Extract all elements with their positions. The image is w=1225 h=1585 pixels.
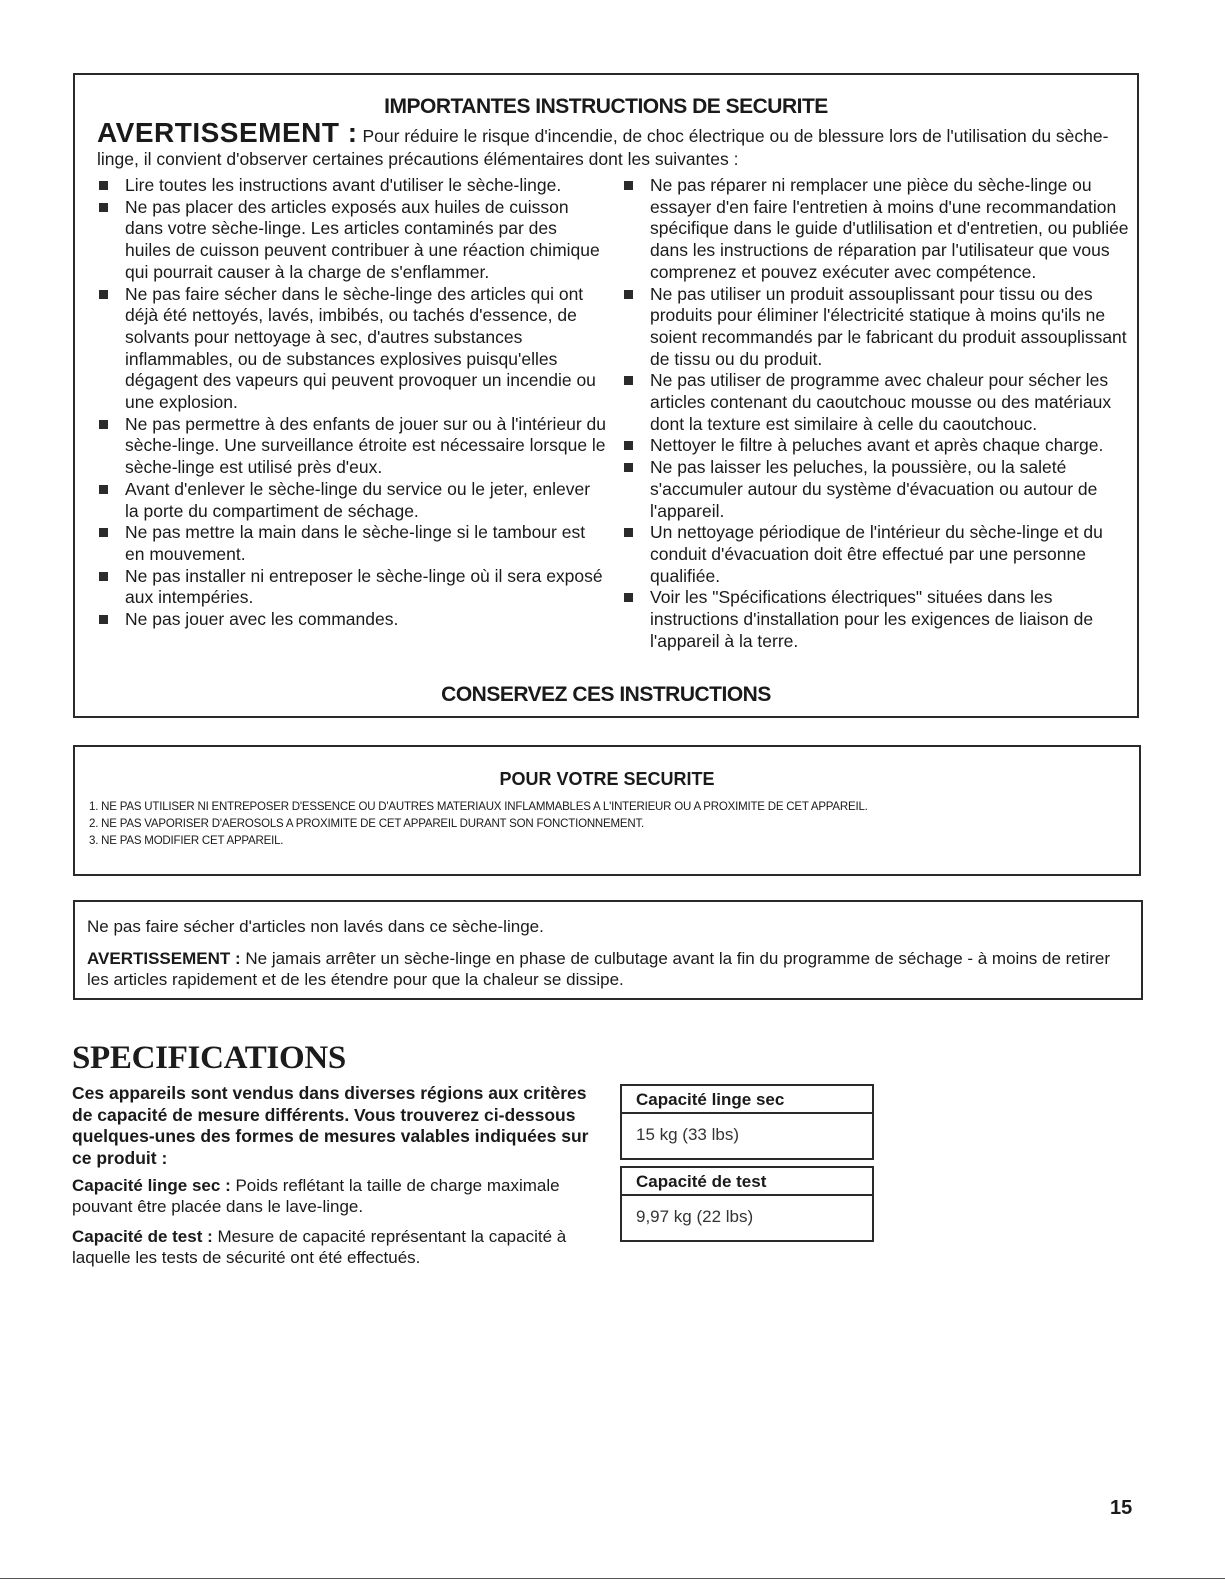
safety-warning-paragraph: [97, 117, 1121, 171]
pvs-heading: POUR VOTRE SECURITE: [499, 769, 715, 789]
dry-capacity-text: Poids reflétant la taille de charge maximale pouvant être placée dans le lave-linge.: [72, 1176, 560, 1216]
safety-footer: CONSERVEZ CES INSTRUCTIONS: [441, 683, 771, 706]
safety-list-left: [95, 175, 607, 631]
safety-bullet-item: [620, 175, 1132, 284]
bullet-text: Ne pas jouer avec les commandes.: [125, 609, 399, 630]
bullet-square-icon: [99, 290, 108, 299]
bullet-text: Ne pas utiliser de programme avec chaleur pour sécher les articles contenant du caoutchouc mousse ou des matériaux dont la texture est similaire à celle du caoutchouc.: [650, 370, 1112, 434]
bullet-text: Ne pas utiliser un produit assouplissant pour tissu ou des produits pour éliminer l'électricité statique à moins qu'ils ne soient recommandés par le fabricant du produit assouplissant de tissu ou du produit.: [650, 283, 1127, 369]
bullet-text: Nettoyer le filtre à peluches avant et après chaque charge.: [650, 435, 1104, 456]
bullet-square-icon: [624, 441, 633, 450]
pour-votre-securite-box: [73, 745, 1141, 876]
safety-bullet-item: [95, 197, 607, 284]
drying-note-box: [73, 900, 1143, 1000]
safety-bullet-item: [95, 175, 607, 197]
bullet-text: Ne pas mettre la main dans le sèche-linge si le tambour est en mouvement.: [125, 522, 586, 564]
dry-capacity-definition: [72, 1175, 602, 1217]
bullet-text: Voir les "Spécifications électriques" situées dans les instructions d'installation pour les exigences de liaison de l'appareil à la terre.: [650, 587, 1094, 651]
pvs-item: 2. NE PAS VAPORISER D'AEROSOLS A PROXIMITE DE CET APPAREIL DURANT SON FONCTIONNEMENT.: [89, 818, 644, 830]
bullet-text: Ne pas laisser les peluches, la poussière, ou la saleté s'accumuler autour du système d'évacuation ou autour de l'appareil.: [650, 457, 1098, 521]
bullet-text: Ne pas faire sécher dans le sèche-linge des articles qui ont déjà été nettoyés, lavés, imbibés, ou tachés d'essence, de solvants pour nettoyage à sec, d'autres substances inflammables, ou de substances explosives puisqu'elles dégagent des vapeurs qui peuvent provoquer un incendie ou une explosion.: [125, 283, 596, 413]
pvs-list: [89, 799, 868, 850]
safety-bullet-item: [620, 522, 1132, 587]
test-capacity-text: Mesure de capacité représentant la capacité à laquelle les tests de sécurité ont été effectués.: [72, 1227, 567, 1267]
safety-bullet-item: [95, 479, 607, 522]
bullet-square-icon: [99, 181, 108, 190]
pvs-item: 3. NE PAS MODIFIER CET APPAREIL.: [89, 835, 284, 847]
bullet-text: Un nettoyage périodique de l'intérieur du sèche-linge et du conduit d'évacuation doit être effectué par une personne qualifiée.: [650, 522, 1103, 586]
safety-bullet-item: [95, 566, 607, 609]
bullet-square-icon: [99, 572, 108, 581]
bullet-square-icon: [99, 485, 108, 494]
safety-bullet-item: [620, 587, 1132, 652]
safety-bullet-item: [620, 284, 1132, 371]
note-warning-text: Ne jamais arrêter un sèche-linge en phase de culbutage avant la fin du programme de séchage - à moins de retirer les articles rapidement et de les étendre pour que la chaleur se dissipe.: [87, 949, 1111, 989]
bullet-text: Avant d'enlever le sèche-linge du service ou le jeter, enlever la porte du compartiment de séchage.: [125, 478, 591, 521]
dry-capacity-term: Capacité linge sec :: [72, 1176, 231, 1195]
note-warning: [87, 948, 1125, 990]
note-warning-word: AVERTISSEMENT :: [87, 949, 241, 968]
safety-bullet-item: [620, 435, 1132, 457]
safety-instructions-box: [73, 73, 1139, 718]
safety-bullet-item: [95, 414, 607, 479]
warning-text: Pour réduire le risque d'incendie, de choc électrique ou de blessure lors de l'utilisation du sèche-linge, il convient d'observer certaines précautions élémentaires dont les suivantes :: [97, 126, 1109, 169]
safety-bullet-item: [620, 457, 1132, 522]
bullet-text: Ne pas permettre à des enfants de jouer sur ou à l'intérieur du sèche-linge. Une surveillance étroite est nécessaire lorsque le sèche-linge est utilisé près d'eux.: [125, 413, 606, 478]
test-capacity-box: [620, 1166, 874, 1242]
note-line: Ne pas faire sécher d'articles non lavés dans ce sèche-linge.: [87, 917, 544, 936]
safety-bullet-item: [95, 284, 607, 414]
dry-capacity-box-title: Capacité linge sec: [622, 1086, 872, 1114]
test-capacity-definition: [72, 1226, 602, 1268]
safety-bullet-item: [95, 609, 607, 631]
specifications-title: SPECIFICATIONS: [72, 1040, 346, 1076]
bullet-square-icon: [624, 528, 633, 537]
test-capacity-term: Capacité de test :: [72, 1227, 213, 1246]
bullet-text: Ne pas réparer ni remplacer une pièce du sèche-linge ou essayer d'en faire l'entretien à moins d'une recommandation spécifique dans le guide d'utlilisation et d'entretien, ou publiée dans les instructions de réparation par l'utilisateur que vous comprenez et pouvez exécuter avec compétence.: [650, 175, 1129, 282]
safety-list-right: [620, 175, 1132, 652]
pvs-item: 1. NE PAS UTILISER NI ENTREPOSER D'ESSENCE OU D'AUTRES MATERIAUX INFLAMMABLES A L'INTERIEUR OU A PROXIMITE DE CET APPAREIL.: [89, 801, 868, 813]
safety-bullet-item: [620, 370, 1132, 435]
bottom-divider: [0, 1578, 1225, 1579]
safety-heading: IMPORTANTES INSTRUCTIONS DE SECURITE: [384, 95, 828, 118]
bullet-square-icon: [99, 420, 108, 429]
test-capacity-box-value: 9,97 kg (22 lbs): [636, 1207, 754, 1226]
bullet-square-icon: [99, 615, 108, 624]
page-number: 15: [1110, 1497, 1133, 1519]
bullet-text: Ne pas placer des articles exposés aux huiles de cuisson dans votre sèche-linge. Les articles contaminés par des huiles de cuisson peuvent contribuer à une réaction chimique qui pourrait causer à la charge de s'enflammer.: [125, 196, 600, 282]
bullet-square-icon: [624, 181, 633, 190]
test-capacity-box-title: Capacité de test: [622, 1168, 872, 1196]
bullet-text: Lire toutes les instructions avant d'utiliser le sèche-linge.: [125, 175, 562, 195]
bullet-square-icon: [99, 528, 108, 537]
warning-word: AVERTISSEMENT :: [97, 117, 358, 148]
bullet-square-icon: [624, 376, 633, 385]
bullet-square-icon: [624, 290, 633, 299]
bullet-square-icon: [99, 203, 108, 212]
bullet-text: Ne pas installer ni entreposer le sèche-linge où il sera exposé aux intempéries.: [125, 565, 603, 608]
safety-bullet-item: [95, 522, 607, 565]
bullet-square-icon: [624, 593, 633, 602]
bullet-square-icon: [624, 463, 633, 472]
dry-capacity-box-value: 15 kg (33 lbs): [636, 1125, 739, 1144]
dry-capacity-box: [620, 1084, 874, 1160]
specifications-intro: Ces appareils sont vendus dans diverses régions aux critères de capacité de mesure différents. Vous trouverez ci-dessous quelques-unes des formes de mesures valables indiquées sur ce produit :: [72, 1083, 589, 1168]
